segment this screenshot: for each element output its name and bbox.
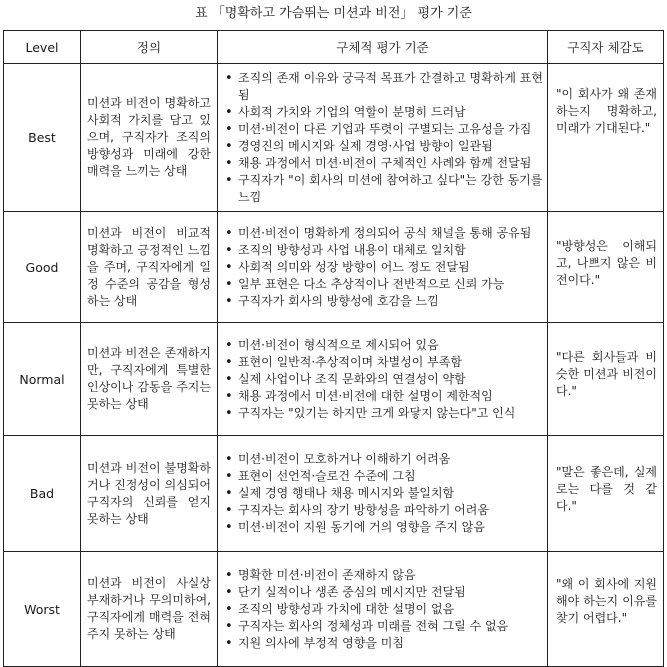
- criteria-item: • 조직의 존재 이유와 궁극적 목표가 간결하고 명확하게 표현됨: [238, 70, 543, 104]
- criteria-cell: [218, 64, 548, 212]
- criteria-item: • 사회적 가치와 기업의 역할이 분명히 드러남: [238, 104, 543, 121]
- table-title: 표 「명확하고 가슴뛰는 미션과 비전」 평가 기준: [195, 6, 472, 21]
- level-cell: Normal: [4, 323, 81, 436]
- table-row: [4, 436, 664, 552]
- criteria-item: • 실제 사업이나 조직 문화와의 연결성이 약함: [238, 371, 543, 388]
- criteria-item: • 경영진의 메시지와 실제 경영·사업 방향이 일관됨: [238, 138, 543, 155]
- criteria-list: [224, 451, 543, 536]
- criteria-item: • 채용 과정에서 미션·비전이 구체적인 사례와 함께 전달됨: [238, 155, 543, 172]
- criteria-item: • 미션·비전이 형식적으로 제시되어 있음: [238, 337, 543, 354]
- criteria-list: [224, 70, 543, 206]
- criteria-list: [224, 225, 543, 310]
- criteria-item: • 구직자가 회사의 방향성에 호감을 느낌: [238, 293, 543, 310]
- criteria-cell: [218, 552, 548, 667]
- criteria-item: • 구직자는 "있기는 하지만 크게 와닿지 않는다"고 인식: [238, 405, 543, 422]
- criteria-item: • 미션·비전이 명확하게 정의되어 공식 채널을 통해 공유됨: [238, 225, 543, 242]
- evaluation-table: [3, 30, 664, 667]
- level-cell: Worst: [4, 552, 81, 667]
- perception-text: "이 회사가 왜 존재하는지 명확하고, 미래가 기대된다.": [556, 87, 657, 135]
- header-definition: 정의: [81, 31, 218, 64]
- criteria-item: • 단기 실적이나 생존 중심의 메시지만 전달됨: [238, 584, 543, 601]
- criteria-list: [224, 567, 543, 652]
- level-cell: Bad: [4, 436, 81, 552]
- criteria-cell: [218, 436, 548, 552]
- perception-text: "방향성은 이해되고, 나쁘지 않은 비전이다.": [556, 239, 657, 287]
- definition-cell: 미션과 비전이 명확하고 사회적 가치를 담고 있으며, 구직자가 조직의 방향성과 미래에 강한 매력을 느끼는 상태: [81, 64, 218, 212]
- criteria-item: • 조직의 방향성과 가치에 대한 설명이 없음: [238, 601, 543, 618]
- perception-cell: [548, 64, 664, 212]
- header-row: [4, 31, 664, 64]
- criteria-item: • 실제 경영 행태나 채용 메시지와 불일치함: [238, 485, 543, 502]
- table-row: [4, 212, 664, 323]
- criteria-cell: [218, 212, 548, 323]
- criteria-item: • 조직의 방향성과 사업 내용이 대체로 일치함: [238, 242, 543, 259]
- criteria-item: • 미션·비전이 다른 기업과 뚜렷이 구별되는 고유성을 가짐: [238, 121, 543, 138]
- table-row: [4, 64, 664, 212]
- criteria-item: • 표현이 선언적·슬로건 수준에 그침: [238, 468, 543, 485]
- criteria-cell: [218, 323, 548, 436]
- level-cell: Best: [4, 64, 81, 212]
- criteria-item: • 구직자가 "이 회사의 미션에 참여하고 싶다"는 강한 동기를 느낌: [238, 172, 543, 206]
- table-row: [4, 552, 664, 667]
- perception-text: "다른 회사들과 비슷한 미션과 비전이다.": [556, 350, 657, 398]
- level-cell: Good: [4, 212, 81, 323]
- definition-cell: 미션과 비전이 사실상 부재하거나 무의미하여, 구직자에게 매력을 전혀 주지 못하는 상태: [81, 552, 218, 667]
- perception-cell: [548, 436, 664, 552]
- perception-text: "왜 이 회사에 지원해야 하는지 이유를 찾기 어렵다.": [556, 577, 657, 625]
- criteria-item: • 표현이 일반적·추상적이며 차별성이 부족함: [238, 354, 543, 371]
- perception-cell: [548, 552, 664, 667]
- header-perception: 구직자 체감도: [548, 31, 664, 64]
- header-criteria: 구체적 평가 기준: [218, 31, 548, 64]
- criteria-item: • 채용 과정에서 미션·비전에 대한 설명이 제한적임: [238, 388, 543, 405]
- perception-cell: [548, 212, 664, 323]
- criteria-item: • 미션·비전이 모호하거나 이해하기 어려움: [238, 451, 543, 468]
- criteria-item: • 구직자는 회사의 장기 방향성을 파악하기 어려움: [238, 502, 543, 519]
- definition-cell: 미션과 비전이 비교적 명확하고 긍정적인 느낌을 주며, 구직자에게 일정 수준의 공감을 형성하는 상태: [81, 212, 218, 323]
- table-row: [4, 323, 664, 436]
- perception-cell: [548, 323, 664, 436]
- definition-cell: 미션과 비전은 존재하지만, 구직자에게 특별한 인상이나 감동을 주지는 못하는 상태: [81, 323, 218, 436]
- criteria-item: • 구직자는 회사의 정체성과 미래를 전혀 그릴 수 없음: [238, 618, 543, 635]
- criteria-list: [224, 337, 543, 422]
- header-level: Level: [4, 31, 81, 64]
- definition-cell: 미션과 비전이 불명확하거나 진정성이 의심되어 구직자의 신뢰를 얻지 못하는 상태: [81, 436, 218, 552]
- criteria-item: • 미션·비전이 지원 동기에 거의 영향을 주지 않음: [238, 519, 543, 536]
- perception-text: "말은 좋은데, 실제로는 다를 것 같다.": [556, 465, 657, 513]
- criteria-item: • 사회적 의미와 성장 방향이 어느 정도 전달됨: [238, 259, 543, 276]
- criteria-item: • 지원 의사에 부정적 영향을 미침: [238, 635, 543, 652]
- criteria-item: • 명확한 미션·비전이 존재하지 않음: [238, 567, 543, 584]
- criteria-item: • 일부 표현은 다소 추상적이나 전반적으로 신뢰 가능: [238, 276, 543, 293]
